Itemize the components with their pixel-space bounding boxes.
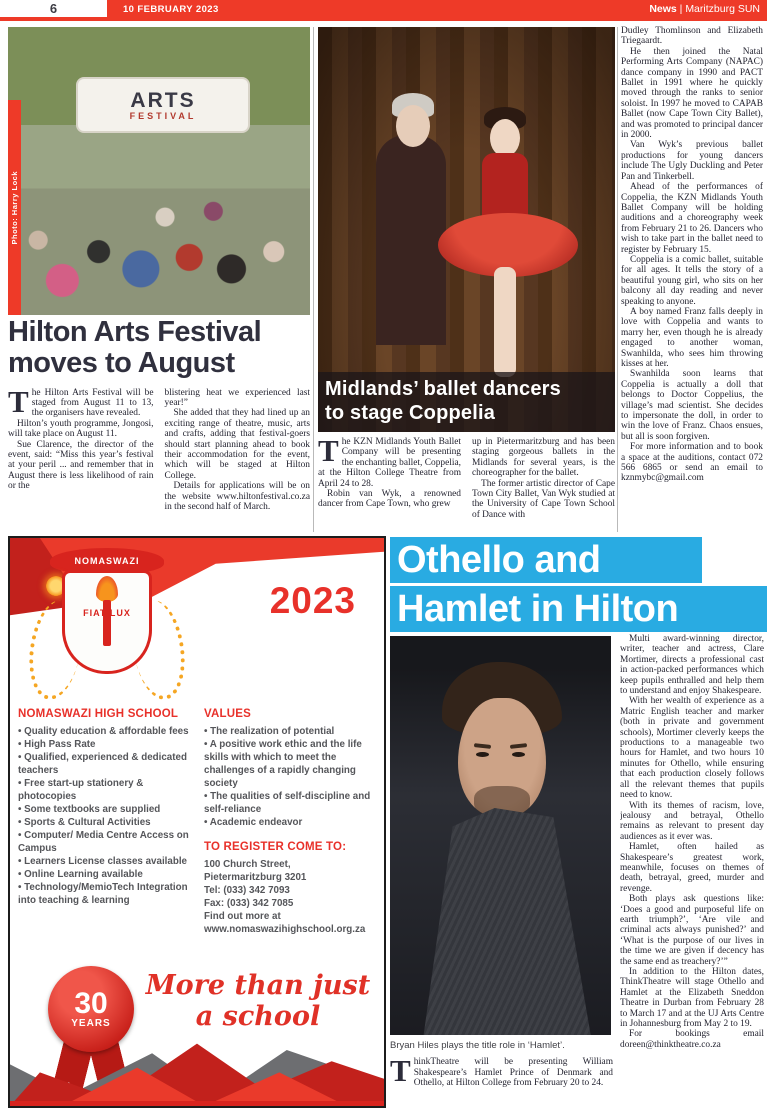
photo-caption: Bryan Hiles plays the title role in ‘Hamlet’. [390, 1040, 565, 1051]
advert-year: 2023 [269, 580, 356, 621]
article-paragraph: Hamlet, often hailed as Shakespeare’s greatest work, meanwhile, focuses on themes of death, betrayal, greed, murder and revenge. [620, 842, 764, 894]
article-paragraph: She added that they had lined up an exciting range of theatre, music, arts and crafts, adding that festival-goers should start planning ahead to book their accommodation for the event, which will be staged at Hilton College. [164, 408, 310, 481]
festival-banner-subtitle: FESTIVAL [129, 110, 197, 121]
article-paragraph: For more information and to book a space at the auditions, contact 072 566 6865 or send an email to kznmybc@gmail.com [621, 442, 763, 484]
page-number-box [0, 0, 107, 17]
advert-left-column [18, 708, 194, 936]
torch-icon [103, 600, 111, 646]
ballet-article-col3 [621, 26, 763, 534]
article-paragraph: Van Wyk’s previous ballet productions for young dancers include The Ugly Duckling and Peter Pan and Tinkerbell. [621, 140, 763, 182]
festival-photo [8, 27, 310, 315]
festival-article-col2 [165, 388, 311, 536]
ballet-headline-line1: Midlands’ ballet dancers [325, 378, 561, 400]
school-crest-logo [32, 548, 182, 706]
advert-phone: Tel: (033) 342 7093 [204, 885, 290, 896]
ballet-photo [318, 27, 615, 432]
festival-banner-title: ARTS [130, 88, 196, 112]
article-paragraph: Both plays ask questions like: ‘Does a good and purposeful life on earth triumph?’, ‘Are vile and criminal acts always punished?’ and ‘What is the purpose of our lives in the time we are given if decency has the same end as treachery?’” [620, 894, 764, 967]
ballet-article-col2 [472, 437, 615, 532]
article-paragraph: The former artistic director of Cape Town City Ballet, Van Wyk studied at the University of Cape Town School of Dance with [472, 478, 615, 520]
festival-article [8, 383, 310, 536]
red-triangles-dark [10, 1026, 384, 1106]
article-paragraph: up in Pietermaritzburg and has been staging gorgeous ballets in the Midlands for several years, is the choreographer for the ballet. [472, 437, 615, 479]
article-paragraph: Robin van Wyk, a renowned dancer from Cape Town, who grew [318, 489, 461, 510]
school-advert [8, 536, 386, 1108]
column-divider [617, 27, 618, 532]
advert-website: www.nomaswazihighschool.org.za [204, 924, 366, 935]
theatre-headline-line1-block [390, 537, 702, 583]
crest-banner: NOMASWAZI [50, 548, 164, 574]
school-name-heading: NOMASWAZI HIGH SCHOOL [18, 708, 179, 720]
advert-bullet: • The qualities of self-discipline and self-reliance [204, 791, 371, 815]
bottom-red-strip [10, 1101, 384, 1106]
theatre-headline-line2-block [390, 586, 767, 632]
badge-number: 30 [74, 986, 108, 1020]
article-paragraph: Hilton’s youth programme, Jongosi, will take place on August 11. [8, 418, 154, 440]
advert-bullet: • Some textbooks are supplied [18, 804, 161, 815]
theatre-headline-line2: Hamlet in Hilton [397, 588, 679, 630]
page-number: 6 [49, 1, 58, 16]
advert-slogan [138, 970, 378, 1032]
masthead-right [649, 0, 760, 18]
register-heading: TO REGISTER COME TO: [204, 841, 347, 853]
ballet-dancer-legs [494, 267, 516, 377]
advert-more-info: Find out more at [204, 911, 281, 922]
ballet-article-col1 [318, 433, 461, 532]
bryan-eye-right [512, 752, 525, 757]
advert-bullet: • Sports & Cultural Activities [18, 817, 151, 828]
photo-credit-strip [8, 100, 21, 315]
article-paragraph: He then joined the Natal Performing Arts Company (NAPAC) dance company in 1990 and PACT Ballet in 1991 where he quickly moved through the ranks to senior soloist. In 1997 he moved to CAPAB Ballet (now Cape Town City Ballet), and was promoted to principal dancer in 2000. [621, 46, 763, 141]
article-paragraph: Multi award-winning director, writer, teacher and actress, Clare Mortimer, directs a professional cast in action-packed performances which keep pupils enthralled and help them to understand and enjoy Shakespeare. [620, 634, 764, 697]
ballet-dancer-female-face [490, 119, 520, 157]
article-paragraph: Details for applications will be on the website www.hiltonfestival.co.za in the second half of March. [164, 481, 310, 512]
festival-headline-line1: Hilton Arts Festival [8, 316, 262, 348]
advert-bullet: • The realization of potential [204, 726, 335, 737]
festival-banner [78, 79, 248, 131]
festival-headline-line2: moves to August [8, 347, 235, 379]
article-paragraph: A boy named Franz falls deeply in love with Coppelia and wants to marry her, even though he is already engaged to another woman, Swanhilda, who sees him throwing kisses at her. [621, 306, 763, 369]
section-label: News [649, 3, 677, 15]
article-paragraph: With its themes of racism, love, jealousy and betrayal, Othello remains as relevant to present day audiences as it ever was. [620, 800, 764, 842]
article-paragraph: Ahead of the performances of Coppelia, the KZN Midlands Youth Ballet Company will be holding auditions and a choreography week from February 21 to 26. Dancers who wish to take part in the ballet need to register by February 15. [621, 182, 763, 255]
advert-bullet: • Academic endeavor [204, 817, 303, 828]
advert-bullet: • Free start-up stationery & photocopies [18, 778, 144, 802]
slogan-line2: a school [195, 1001, 321, 1032]
slogan-line1: More than just [145, 970, 371, 1001]
masthead-separator: | [676, 3, 686, 15]
advert-right-column [204, 708, 380, 936]
photo-credit: Photo: Harry Lock [10, 170, 19, 245]
article-paragraph: In addition to the Hilton dates, ThinkTheatre will stage Othello and Hamlet at the Elizabeth Sneddon Theatre in Durban from February 28 to March 17 and at the UJ Arts Centre in Johannesburg from May 2 to 19. [620, 967, 764, 1030]
article-paragraph: With her wealth of experience as a Matric English teacher and marker (both in private and government schools), Mortimer cleverly keeps the productions to a manageable two hours for Hamlet, and two hours 10 minutes for Othello, while ensuring that each production closely follows all the relevant themes that pupils need to know. [620, 696, 764, 801]
bryan-hiles-photo [390, 636, 611, 1035]
masthead-bar [0, 0, 767, 21]
article-paragraph: Swanhilda soon learns that Coppelia is actually a doll that belongs to Doctor Coppelius, the village’s mad scientist. She decides to impersonate the doll, in order to win the love of Franz. Chaos ensues, but all is soon forgiven. [621, 369, 763, 442]
advert-bullet: • Learners License classes available [18, 856, 187, 867]
article-paragraph: ThinkTheatre will be presenting William Shakespeare’s Hamlet Prince of Denmark and Othello, at Hilton College from February 20 to 24. [390, 1053, 613, 1089]
bryan-eye-left [476, 752, 489, 757]
advert-bullet: • Qualified, experienced & dedicated teachers [18, 752, 187, 776]
festival-headline [8, 317, 310, 379]
article-paragraph: Sue Clarence, the director of the event, said: “Miss this year’s festival at your peril ... and remember that in August there is less likelihood of rain or the [8, 439, 154, 492]
issue-date: 10 FEBRUARY 2023 [123, 4, 219, 15]
ballet-headline [318, 372, 615, 432]
ballet-dancer-male-face [396, 105, 430, 147]
advert-bullet: • A positive work ethic and the life skills with which to meet the challenges of a rapidly changing society [204, 739, 362, 789]
advert-fax: Fax: (033) 342 7085 [204, 898, 294, 909]
article-paragraph: For bookings email doreen@thinktheatre.co.za [620, 1029, 764, 1050]
theatre-headline-line1: Othello and [397, 539, 601, 581]
advert-bullet: • Online Learning available [18, 869, 143, 880]
article-paragraph: The Hilton Arts Festival will be staged from August 11 to 13, the organisers have revealed. [8, 383, 154, 419]
festival-article-col1 [8, 383, 154, 536]
values-heading: VALUES [204, 708, 251, 720]
theatre-lede [390, 1053, 613, 1089]
theatre-article-column [620, 634, 764, 1110]
article-paragraph: blistering heat we experienced last year!” [164, 387, 310, 408]
advert-bottom-decoration [10, 1026, 384, 1106]
advert-bullet: • High Pass Rate [18, 739, 96, 750]
advert-address-line: Pietermaritzburg 3201 [204, 872, 307, 883]
column-divider [313, 27, 314, 532]
advert-columns [18, 708, 380, 936]
ballet-dancer-male [376, 135, 446, 345]
article-paragraph: Dudley Thomlinson and Elizabeth Triegaardt. [621, 26, 763, 47]
advert-bullet: • Computer/ Media Centre Access on Campus [18, 830, 189, 854]
article-paragraph: The KZN Midlands Youth Ballet Company will be presenting the enchanting ballet, Coppelia, at the Hilton College Theatre from April 24 to 28. [318, 433, 461, 489]
advert-bullet: • Technology/MemioTech Integration into teaching & learning [18, 882, 188, 906]
ballet-headline-line2: to stage Coppelia [325, 402, 496, 424]
publication-name: Maritzburg SUN [685, 3, 760, 15]
crest-motto: FIAT LUX [83, 608, 131, 618]
advert-bullet: • Quality education & affordable fees [18, 726, 189, 737]
advert-address-line: 100 Church Street, [204, 859, 291, 870]
article-paragraph: Coppelia is a comic ballet, suitable for all ages. It tells the story of a beautiful young girl, who sits on her balcony all day reading and never speaking to anyone. [621, 254, 763, 307]
bryan-sweater [398, 808, 608, 1035]
badge-label: YEARS [71, 1017, 111, 1029]
ballet-article [318, 433, 615, 532]
